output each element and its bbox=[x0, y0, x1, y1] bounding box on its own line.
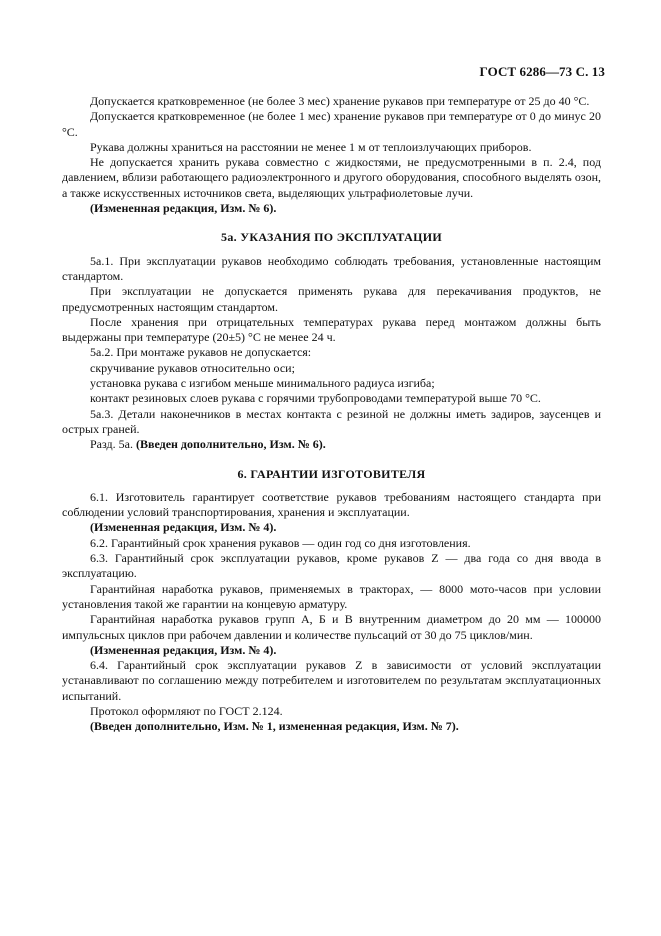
paragraph: После хранения при отрицательных температурах рукава перед монтажом должны быть выдержаны при температуре (20±5) °С не менее 24 ч. bbox=[62, 314, 601, 345]
paragraph: 6.3. Гарантийный срок эксплуатации рукавов, кроме рукавов Z — два года со дня ввода в эксплуатацию. bbox=[62, 551, 601, 581]
paragraph: Гарантийная наработка рукавов групп А, Б и В внутренним диаметром до 20 мм — 100000 импульсных циклов при рабочем давлении и количестве пульсаций от 30 до 75 циклов/мин. bbox=[62, 612, 601, 642]
paragraph: Не допускается хранить рукава совместно с жидкостями, не предусмотренными в п. 2.4, под давлением, вблизи работающего радиоэлектронного и другого оборудования, способного выделять озон, а также искусственных источников света, выделяющих ультрафиолетовые лучи. bbox=[62, 155, 601, 200]
paragraph: Гарантийная наработка рукавов, применяемых в тракторах, — 8000 мото-часов при условии установления такой же гарантии на концевую арматуру. bbox=[62, 581, 601, 611]
paragraph: Протокол оформляют по ГОСТ 2.124. bbox=[90, 703, 283, 718]
list-item: установка рукава с изгибом меньше минимального радиуса изгиба; bbox=[90, 376, 435, 391]
paragraph: При эксплуатации не допускается применять рукава для перекачивания продуктов, не предусмотренных настоящим стандартом. bbox=[62, 284, 601, 314]
page-header: ГОСТ 6286—73 С. 13 bbox=[479, 64, 605, 79]
paragraph: Допускается кратковременное (не более 1 мес) хранение рукавов при температуре от 0 до минус 20 °С. bbox=[62, 109, 601, 139]
paragraph: 6.1. Изготовитель гарантирует соответствие рукавов требованиям настоящего стандарта при соблюдении условий транспортирования, хранения и эксплуатации. bbox=[62, 489, 601, 520]
paragraph: 5а.3. Детали наконечников в местах контакта с резиной не должны иметь задиров, заусенцев и острых граней. bbox=[62, 406, 601, 436]
paragraph: 6.2. Гарантийный срок хранения рукавов — один год со дня изготовления. bbox=[90, 535, 471, 550]
amendment-note: (Измененная редакция, Изм. № 6). bbox=[90, 201, 277, 216]
list-item: контакт резиновых слоев рукава с горячими трубопроводами температурой выше 70 °С. bbox=[90, 391, 541, 406]
section-title-6: 6. ГАРАНТИИ ИЗГОТОВИТЕЛЯ bbox=[237, 466, 426, 481]
section-note-prefix: Разд. 5а. bbox=[90, 437, 133, 452]
paragraph: 5а.2. При монтаже рукавов не допускается: bbox=[90, 345, 312, 360]
amendment-note: (Введен дополнительно, Изм. № 6). bbox=[135, 437, 326, 452]
amendment-note: (Измененная редакция, Изм. № 4). bbox=[90, 520, 277, 535]
list-item: скручивание рукавов относительно оси; bbox=[90, 360, 295, 375]
amendment-note: (Введен дополнительно, Изм. № 1, измененная редакция, Изм. № 7). bbox=[90, 719, 459, 734]
document-body bbox=[62, 94, 601, 735]
section-title-5a: 5а. УКАЗАНИЯ ПО ЭКСПЛУАТАЦИИ bbox=[221, 230, 442, 245]
paragraph: 6.4. Гарантийный срок эксплуатации рукавов Z в зависимости от условий эксплуатации устанавливают по соглашению между потребителем и изготовителем по результатам эксплуатационных испытаний. bbox=[62, 658, 601, 703]
paragraph: Допускается кратковременное (не более 3 мес) хранение рукавов при температуре от 25 до 40 °С. bbox=[90, 94, 590, 108]
paragraph: Рукава должны храниться на расстоянии не менее 1 м от теплоизлучающих приборов. bbox=[90, 139, 532, 154]
amendment-note: (Измененная редакция, Изм. № 4). bbox=[90, 642, 277, 657]
section-note bbox=[62, 437, 601, 452]
paragraph: 5а.1. При эксплуатации рукавов необходимо соблюдать требования, установленные настоящим стандартом. bbox=[62, 253, 601, 283]
